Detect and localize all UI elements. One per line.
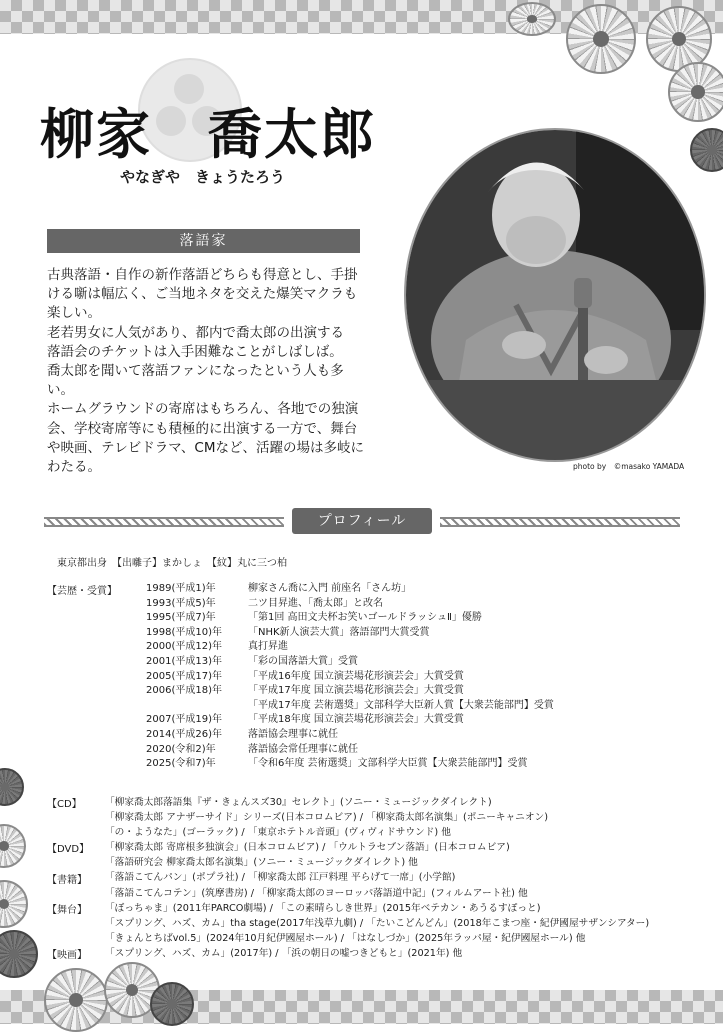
history-label: 【芸歴・受賞】 (47, 586, 117, 597)
history-event: 「第1回 高田文夫杯お笑いゴールドラッシュⅡ」優勝 (248, 612, 482, 624)
cd-label: 【CD】 (47, 799, 82, 810)
works-line: 「柳家喬太郎落語集『ザ・きょんスズ30』セレクト」(ソニー・ミュージックダイレクト) (105, 797, 492, 808)
intro-line: 喬太郎を聞いて落語ファンになったという人も多い。 (47, 363, 344, 399)
works-list (105, 795, 649, 961)
works-line: 「きょんとちばvol.5」(2024年10月紀伊國屋ホール) / 「はなしづか」(2025年ラッパ屋・紀伊國屋ホール) 他 (105, 932, 586, 944)
chrysanthemum-icon (0, 930, 38, 978)
history-event: 落語協会常任理事に就任 (248, 743, 358, 755)
history-event: 「彩の国落語大賞」受賞 (248, 655, 358, 667)
history-year: 2007(平成19)年 (146, 714, 222, 726)
books-label: 【書籍】 (47, 875, 87, 886)
intro-line: 楽しい。 (47, 305, 101, 322)
photo-credit: photo by ©masako YAMADA (573, 462, 685, 471)
intro-line: ホームグラウンドの寄席はもちろん、各地での独演 (47, 401, 359, 418)
intro-line: 老若男女に人気があり、都内で喬太郎の出演する (47, 324, 344, 341)
chrysanthemum-icon (508, 2, 556, 36)
history-row (146, 743, 554, 758)
history-row (146, 582, 554, 597)
history-row (146, 670, 554, 685)
history-row (146, 611, 554, 626)
history-event: 「平成18年度 国立演芸場花形演芸会」大賞受賞 (248, 714, 464, 726)
history-year: 2014(平成26)年 (146, 728, 222, 740)
works-line: 「スプリング、ハズ、カム」(2017年) / 「浜の朝日の嘘つきどもと」(2021年) 他 (105, 947, 463, 959)
stage-label: 【舞台】 (47, 905, 87, 916)
chrysanthemum-icon (150, 982, 194, 1026)
works-line: 「落語こてんコテン」(筑摩書房) / 「柳家喬太郎のヨーロッパ落語道中記」(フィルムアート社) 他 (105, 887, 528, 899)
history-year: 1995(平成7)年 (146, 612, 216, 624)
intro-line: 会、学校寄席等にも積極的に出演する一方で、舞台 (47, 420, 358, 437)
history-row (146, 699, 554, 714)
history-event: 「平成16年度 国立演芸場花形演芸会」大賞受賞 (248, 670, 464, 682)
history-event: 「NHK新人演芸大賞」落語部門大賞受賞 (248, 626, 430, 638)
divider-right (440, 517, 680, 527)
works-line: 「ぼっちゃま」(2011年PARCO劇場) / 「この素晴らしき世界」(2015年ベテカン・あうるすぽっと) (105, 902, 541, 914)
film-label: 【映画】 (47, 950, 87, 961)
origin-line: 東京都出身 【出囃子】まかしょ 【紋】丸に三つ柏 (57, 558, 287, 569)
history-event: 真打昇進 (248, 641, 288, 653)
history-year: 1998(平成10)年 (146, 626, 222, 638)
profile-heading: プロフィール (292, 508, 432, 534)
history-row (146, 757, 554, 772)
history-year: 2020(令和2)年 (146, 743, 216, 755)
history-row (146, 655, 554, 670)
history-year: 2005(平成17)年 (146, 670, 222, 682)
performer-name-reading: やなぎや きょうたろう (120, 168, 286, 186)
history-event: 落語協会理事に就任 (248, 728, 338, 740)
works-line: 「落語こてんパン」(ポプラ社) / 「柳家喬太郎 江戸料理 平らげて一席」(小学館) (105, 872, 456, 884)
history-event: 「平成17年度 国立演芸場花形演芸会」大賞受賞 (248, 685, 464, 697)
history-row (146, 597, 554, 612)
performer-name: 柳家 喬太郎 (40, 102, 376, 166)
chrysanthemum-icon (0, 768, 24, 806)
chrysanthemum-icon (0, 824, 26, 868)
divider-left (44, 517, 284, 527)
history-row (146, 640, 554, 655)
intro-line: ける噺は幅広く、ご当地ネタを交えた爆笑マクラも (47, 286, 358, 303)
portrait-photo (404, 128, 706, 462)
works-line: 「柳家喬太郎 寄席根多独演会」(日本コロムビア) / 「ウルトラセブン落語」(日本コロムビア) (105, 842, 510, 854)
history-year: 2025(令和7)年 (146, 758, 216, 770)
history-row (146, 684, 554, 699)
history-year: 1989(平成1)年 (146, 583, 216, 594)
works-line: 「柳家喬太郎 アナザーサイド」シリーズ(日本コロムビア) / 「柳家喬太郎名演集」(ポニーキャニオン) (105, 812, 549, 824)
category-banner: 落語家 (47, 229, 360, 253)
history-row (146, 713, 554, 728)
history-event: 「令和6年度 芸術選奨」文部科学大臣賞【大衆芸能部門】受賞 (248, 758, 528, 770)
works-line: 「の・ようなた」(ゴーラック) / 「東京ホテトル音頭」(ヴィヴィドサウンド) 他 (105, 827, 451, 839)
chrysanthemum-icon (668, 62, 723, 122)
history-year: 2006(平成18)年 (146, 685, 222, 697)
dvd-label: 【DVD】 (47, 844, 90, 855)
intro-line: 落語会のチケットは入手困難なことがしばしば。 (47, 343, 343, 360)
chrysanthemum-icon (44, 968, 108, 1032)
intro-text (47, 266, 367, 477)
works-line: 「スプリング、ハズ、カム」tha stage(2017年浅草九劇) / 「たいこどんどん」(2018年こまつ座・紀伊國屋サザンシアター) (105, 917, 650, 929)
intro-line: や映画、テレビドラマ、CMなど、活躍の場は多岐に (47, 439, 364, 456)
history-year: 1993(平成5)年 (146, 597, 216, 609)
history-row (146, 626, 554, 641)
history-event: 柳家さん喬に入門 前座名「さん坊」 (248, 583, 412, 594)
chrysanthemum-icon (566, 4, 636, 74)
intro-line: わたる。 (47, 459, 101, 476)
history-year: 2000(平成12)年 (146, 641, 222, 653)
history-event: 二ツ目昇進、「喬太郎」と改名 (248, 597, 383, 609)
works-line: 「落語研究会 柳家喬太郎名演集」(ソニー・ミュージックダイレクト) 他 (105, 857, 418, 869)
history-event: 「平成17年度 芸術選奨」文部科学大臣新人賞【大衆芸能部門】受賞 (248, 699, 554, 711)
chrysanthemum-icon (0, 880, 28, 928)
history-year: 2001(平成13)年 (146, 655, 222, 667)
history-list (146, 582, 554, 772)
history-row (146, 728, 554, 743)
intro-line: 古典落語・自作の新作落語どちらも得意とし、手掛 (47, 267, 358, 283)
